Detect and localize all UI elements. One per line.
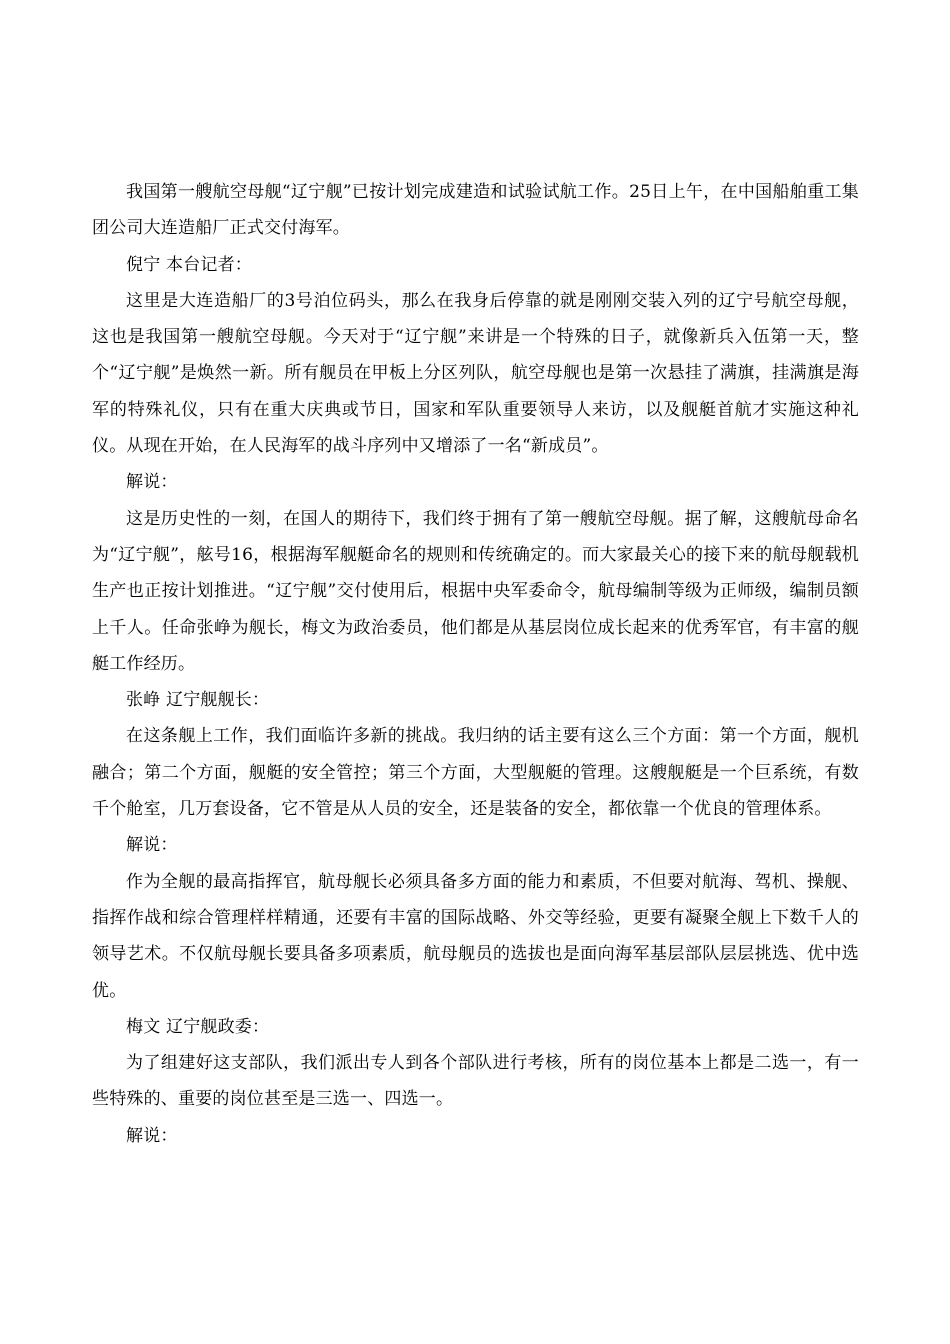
intro-paragraph: 我国第一艘航空母舰“辽宁舰”已按计划完成建造和试验试航工作。25日上午，在中国船舶重工集团公司大连造船厂正式交付海军。 xyxy=(92,182,859,239)
reporter-paragraph: 这里是大连造船厂的3号泊位码头，那么在我身后停靠的就是刚刚交装入列的辽宁号航空母舰，这也是我国第一艘航空母舰。今天对于“辽宁舰”来讲是一个特殊的日子，就像新兵入伍第一天，整个“辽宁舰”是焕然一新。所有舰员在甲板上分区列队，航空母舰也是第一次悬挂了满旗，挂满旗是海军的特殊礼仪，只有在重大庆典或节日，国家和军队重要领导人来访，以及舰艇首航才实施这种礼仪。从现在开始，在人民海军的战斗序列中又增添了一名“新成员”。 xyxy=(92,290,859,457)
narration-label: 解说： xyxy=(126,835,178,856)
narration-paragraph: 这是历史性的一刻，在国人的期待下，我们终于拥有了第一艘航空母舰。据了解，这艘航母命名为“辽宁舰”，舷号16，根据海军舰艇命名的规则和传统确定的。而大家最关心的接下来的航母舰载机生产也正按计划推进。“辽宁舰”交付使用后，根据中央军委命令，航母编制等级为正师级，编制员额上千人。任命张峥为舰长，梅文为政治委员，他们都是从基层岗位成长起来的优秀军官，有丰富的舰艇工作经历。 xyxy=(92,508,859,674)
narration-label: 解说： xyxy=(126,1125,178,1146)
commissar-paragraph: 为了组建好这支部队，我们派出专人到各个部队进行考核，所有的岗位基本上都是二选一，有一些特殊的、重要的岗位甚至是三选一、四选一。 xyxy=(92,1053,859,1110)
narration-label: 解说： xyxy=(126,472,178,493)
speaker-label-captain: 张峥 辽宁舰舰长： xyxy=(126,690,270,711)
document-body xyxy=(92,174,859,1154)
captain-paragraph: 在这条舰上工作，我们面临许多新的挑战。我归纳的话主要有这么三个方面：第一个方面，舰机融合；第二个方面，舰艇的安全管控；第三个方面，大型舰艇的管理。这艘舰艇是一个巨系统，有数千个舱室，几万套设备，它不管是从人员的安全，还是装备的安全，都依靠一个优良的管理体系。 xyxy=(92,726,859,820)
narration-paragraph: 作为全舰的最高指挥官，航母舰长必须具备多方面的能力和素质，不但要对航海、驾机、操舰、指挥作战和综合管理样样精通，还要有丰富的国际战略、外交等经验，更要有凝聚全舰上下数千人的领导艺术。不仅航母舰长要具备多项素质，航母舰员的选拔也是面向海军基层部队层层挑选、优中选优。 xyxy=(92,871,859,1001)
speaker-label-reporter: 倪宁 本台记者： xyxy=(126,254,253,275)
speaker-label-commissar: 梅文 辽宁舰政委： xyxy=(126,1016,270,1037)
